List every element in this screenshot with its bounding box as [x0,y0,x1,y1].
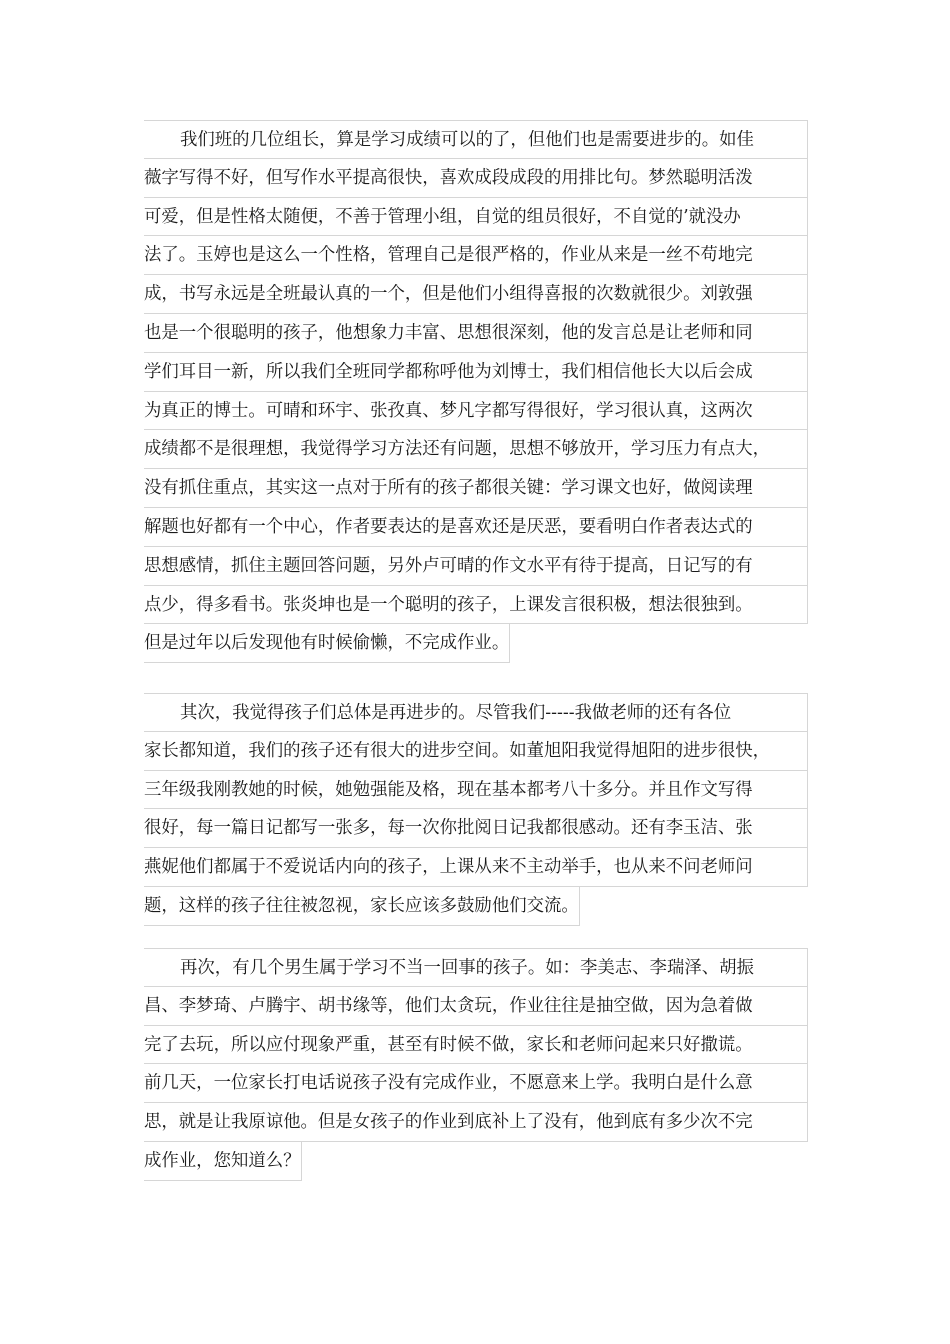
text-line: 可爱，但是性格太随便，不善于管理小组，自觉的组员很好，不自觉的’就没办 [144,198,808,237]
text-line: 成绩都不是很理想，我觉得学习方法还有问题，思想不够放开，学习压力有点大， [144,430,808,469]
text-line: 思想感情，抓住主题回答问题，另外卢可晴的作文水平有待于提高，日记写的有 [144,547,808,586]
text-line: 为真正的博士。可晴和环宇、张孜真、梦凡字都写得很好，学习很认真，这两次 [144,392,808,431]
text-line: 成作业，您知道么？ [144,1142,302,1181]
text-line: 法了。玉婷也是这么一个性格，管理自己是很严格的，作业从来是一丝不苟地完 [144,236,808,275]
text-line: 其次，我觉得孩子们总体是再进步的。尽管我们-----我做老师的还有各位 [144,693,808,732]
text-line: 成，书写永远是全班最认真的一个，但是他们小组得喜报的次数就很少。刘敦强 [144,275,808,314]
text-line: 解题也好都有一个中心，作者要表达的是喜欢还是厌恶，要看明白作者表达式的 [144,508,808,547]
text-line: 昌、李梦琦、卢腾宇、胡书缘等，他们太贪玩，作业往往是抽空做，因为急着做 [144,987,808,1026]
text-line: 完了去玩，所以应付现象严重，甚至有时候不做，家长和老师问起来只好撒谎。 [144,1026,808,1065]
text-line: 也是一个很聪明的孩子，他想象力丰富、思想很深刻，他的发言总是让老师和同 [144,314,808,353]
paragraph-overall-progress [144,693,808,930]
paragraph-careless-boys [144,948,808,1185]
text-line: 再次，有几个男生属于学习不当一回事的孩子。如：李美志、李瑞泽、胡振 [144,948,808,987]
text-line: 题，这样的孩子往往被忽视，家长应该多鼓励他们交流。 [144,887,580,926]
text-line: 学们耳目一新，所以我们全班同学都称呼他为刘博士，我们相信他长大以后会成 [144,353,808,392]
text-line: 三年级我刚教她的时候，她勉强能及格，现在基本都考八十多分。并且作文写得 [144,771,808,810]
text-line: 没有抓住重点，其实这一点对于所有的孩子都很关键：学习课文也好，做阅读理 [144,469,808,508]
text-line: 前几天，一位家长打电话说孩子没有完成作业，不愿意来上学。我明白是什么意 [144,1064,808,1103]
text-line: 很好，每一篇日记都写一张多，每一次你批阅日记我都很感动。还有李玉洁、张 [144,809,808,848]
text-line: 家长都知道，我们的孩子还有很大的进步空间。如董旭阳我觉得旭阳的进步很快， [144,732,808,771]
text-line: 燕妮他们都属于不爱说话内向的孩子，上课从来不主动举手，也从来不问老师问 [144,848,808,887]
text-line: 但是过年以后发现他有时候偷懒，不完成作业。 [144,624,510,663]
text-line: 思，就是让我原谅他。但是女孩子的作业到底补上了没有，他到底有多少次不完 [144,1103,808,1142]
text-line: 薇字写得不好，但写作水平提高很快，喜欢成段成段的用排比句。梦然聪明活泼 [144,159,808,198]
text-line: 点少，得多看书。张炎坤也是一个聪明的孩子，上课发言很积极，想法很独到。 [144,586,808,625]
text-line: 我们班的几位组长，算是学习成绩可以的了，但他们也是需要进步的。如佳 [144,120,808,159]
paragraph-group-leaders [144,120,808,667]
